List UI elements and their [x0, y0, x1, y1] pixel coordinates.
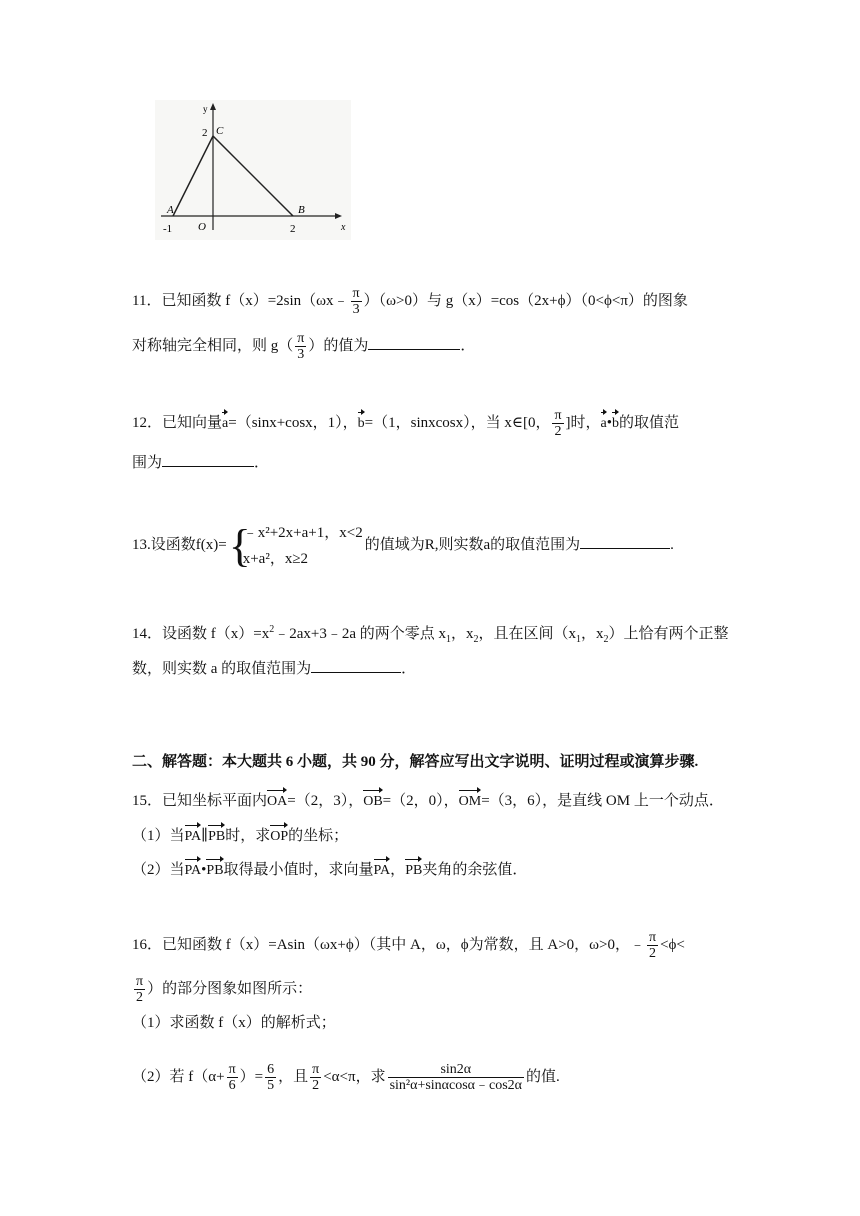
- q14-answer-blank: [311, 658, 401, 673]
- q15-line1: 15．已知坐标平面内OA=（2，3），OB=（2，0），OM=（3，6），是直线 OM 上一个动点．: [132, 787, 724, 812]
- vector-pb: PB: [208, 822, 225, 847]
- q11-text-1: 11．已知函数 f（x）=2sin（ωx﹣: [132, 292, 349, 309]
- point-c-label: C: [216, 125, 224, 137]
- triangle-graph: [155, 100, 351, 240]
- q16-frac-pi-2-c: $\frac{\pi}{2}$: [312, 1062, 320, 1093]
- section-2-heading: 二、解答题：本大题共 6 小题，共 90 分，解答应写出文字说明、证明过程或演算步骤.: [132, 754, 699, 770]
- vector-a: a: [222, 409, 228, 434]
- q16-frac-pi-6: $\frac{\pi}{6}$: [228, 1062, 236, 1093]
- x-axis-arrow: [335, 213, 342, 219]
- segment-ac: [173, 136, 213, 216]
- q16-sub2: （2）若 f（α+ $\frac{\pi}{6}$ ）= $\frac{6}{5}$ ，且 $\frac{\pi}{2}$ <α<π，求 $\frac{\sin 2\alpha}{\text{sin²α+sinαcosα﹣cos2α}}$ 的值.: [132, 1062, 560, 1093]
- q13-case-2: x+a²，x≥2: [242, 550, 309, 567]
- q14-line1: 14．设函数 $f(x)=x^2﹣2ax+3﹣2a$ 的两个零点 $x_1$，$x_2$，且在区间（$x_1$，$x_2$）上恰有两个正整: [132, 624, 729, 645]
- q11-answer-blank: [368, 335, 460, 350]
- q16-line2: $\frac{\pi}{2}$ ）的部分图象如图所示：: [136, 974, 313, 1005]
- vector-a-2: a: [601, 409, 607, 434]
- q15-sub2: （2）当PA•PB取得最小值时，求向量PA，PB夹角的余弦值．: [132, 856, 527, 881]
- q11-text-3: 对称轴完全相同，则 g（: [132, 337, 294, 354]
- q14-line2: 数，则实数 a 的取值范围为 ．: [132, 658, 416, 679]
- vector-ob: OB: [363, 787, 382, 812]
- q16-line1: 16．已知函数 f（x）=Asin（ωx+ϕ）（其中 A，ω，ϕ为常数，且 A>0，ω>0，﹣ $\frac{\pi}{2}$ <ϕ<: [132, 930, 685, 961]
- q15-sub1: （1）当PA∥PB时，求OP的坐标；: [132, 822, 348, 847]
- tick-x-m1: -1: [163, 223, 173, 235]
- q16-frac-pi-2-b: $\frac{\pi}{2}$: [136, 974, 144, 1005]
- q12-answer-blank: [162, 452, 254, 467]
- point-a-label: A: [167, 204, 174, 216]
- q11-frac-pi-3-b: $\frac{\pi}{3}$: [297, 331, 305, 362]
- q12-line2: 围为 ．: [132, 452, 269, 473]
- q16-frac-6-5: $\frac{6}{5}$: [267, 1062, 275, 1093]
- vector-pa-3: PA: [374, 856, 391, 881]
- vector-pa-2: PA: [185, 856, 202, 881]
- origin-label: O: [198, 221, 206, 233]
- segment-cb: [213, 136, 293, 216]
- q16-big-fraction: $\frac{\sin 2\alpha}{\text{sin²α+sinαcosα﹣cos2α}}$: [389, 1062, 523, 1093]
- triangle-graph-svg: [155, 100, 351, 240]
- vector-oa: OA: [267, 787, 287, 812]
- q13-answer-blank: [580, 534, 670, 549]
- q11-frac-pi-3: $\frac{\pi}{3}$: [352, 286, 360, 317]
- vector-pb-2: PB: [206, 856, 223, 881]
- q16-frac-pi-2: $\frac{\pi}{2}$: [649, 930, 657, 961]
- q13-case-1: ﹣x²+2x+a+1，x<2: [242, 524, 363, 541]
- q13-line: 13.设函数f(x)= { ﹣x²+2x+a+1，x<2 x+a²，x≥2 的值域为R,则实数a的取值范围为 .: [132, 519, 674, 571]
- vector-om: OM: [459, 787, 482, 812]
- q11-line1: [132, 286, 688, 317]
- vector-b-2: b: [612, 409, 619, 434]
- q12-line1: 12．已知向量a=（sinx+cosx，1），b=（1，sinxcosx），当 x∈[0， $\frac{\pi}{2}$ ]时，a•b的取值范: [132, 408, 680, 439]
- point-b-label: B: [298, 204, 305, 216]
- q12-frac-pi-2: $\frac{\pi}{2}$: [554, 408, 562, 439]
- tick-x-2: 2: [290, 223, 296, 235]
- vector-pb-3: PB: [405, 856, 422, 881]
- y-axis-arrow: [210, 103, 216, 110]
- tick-y-2: 2: [202, 127, 208, 139]
- q11-line2: 对称轴完全相同，则 g（ $\frac{\pi}{3}$ ）的值为 ．: [132, 331, 476, 362]
- x-axis-label: x: [341, 222, 346, 233]
- q11-text-2: ）（ω>0）与 g（x）=cos（2x+ϕ）（0<ϕ<π）的图象: [363, 292, 688, 309]
- vector-pa: PA: [185, 822, 202, 847]
- vector-op: OP: [270, 822, 288, 847]
- y-axis-label: y: [203, 104, 208, 114]
- q16-sub1: （1）求函数 f（x）的解析式；: [132, 1015, 336, 1031]
- q13-piecewise: { ﹣x²+2x+a+1，x<2 x+a²，x≥2: [228, 519, 363, 571]
- q11-text-4: ）的值为: [308, 337, 369, 354]
- vector-b: b: [358, 409, 365, 434]
